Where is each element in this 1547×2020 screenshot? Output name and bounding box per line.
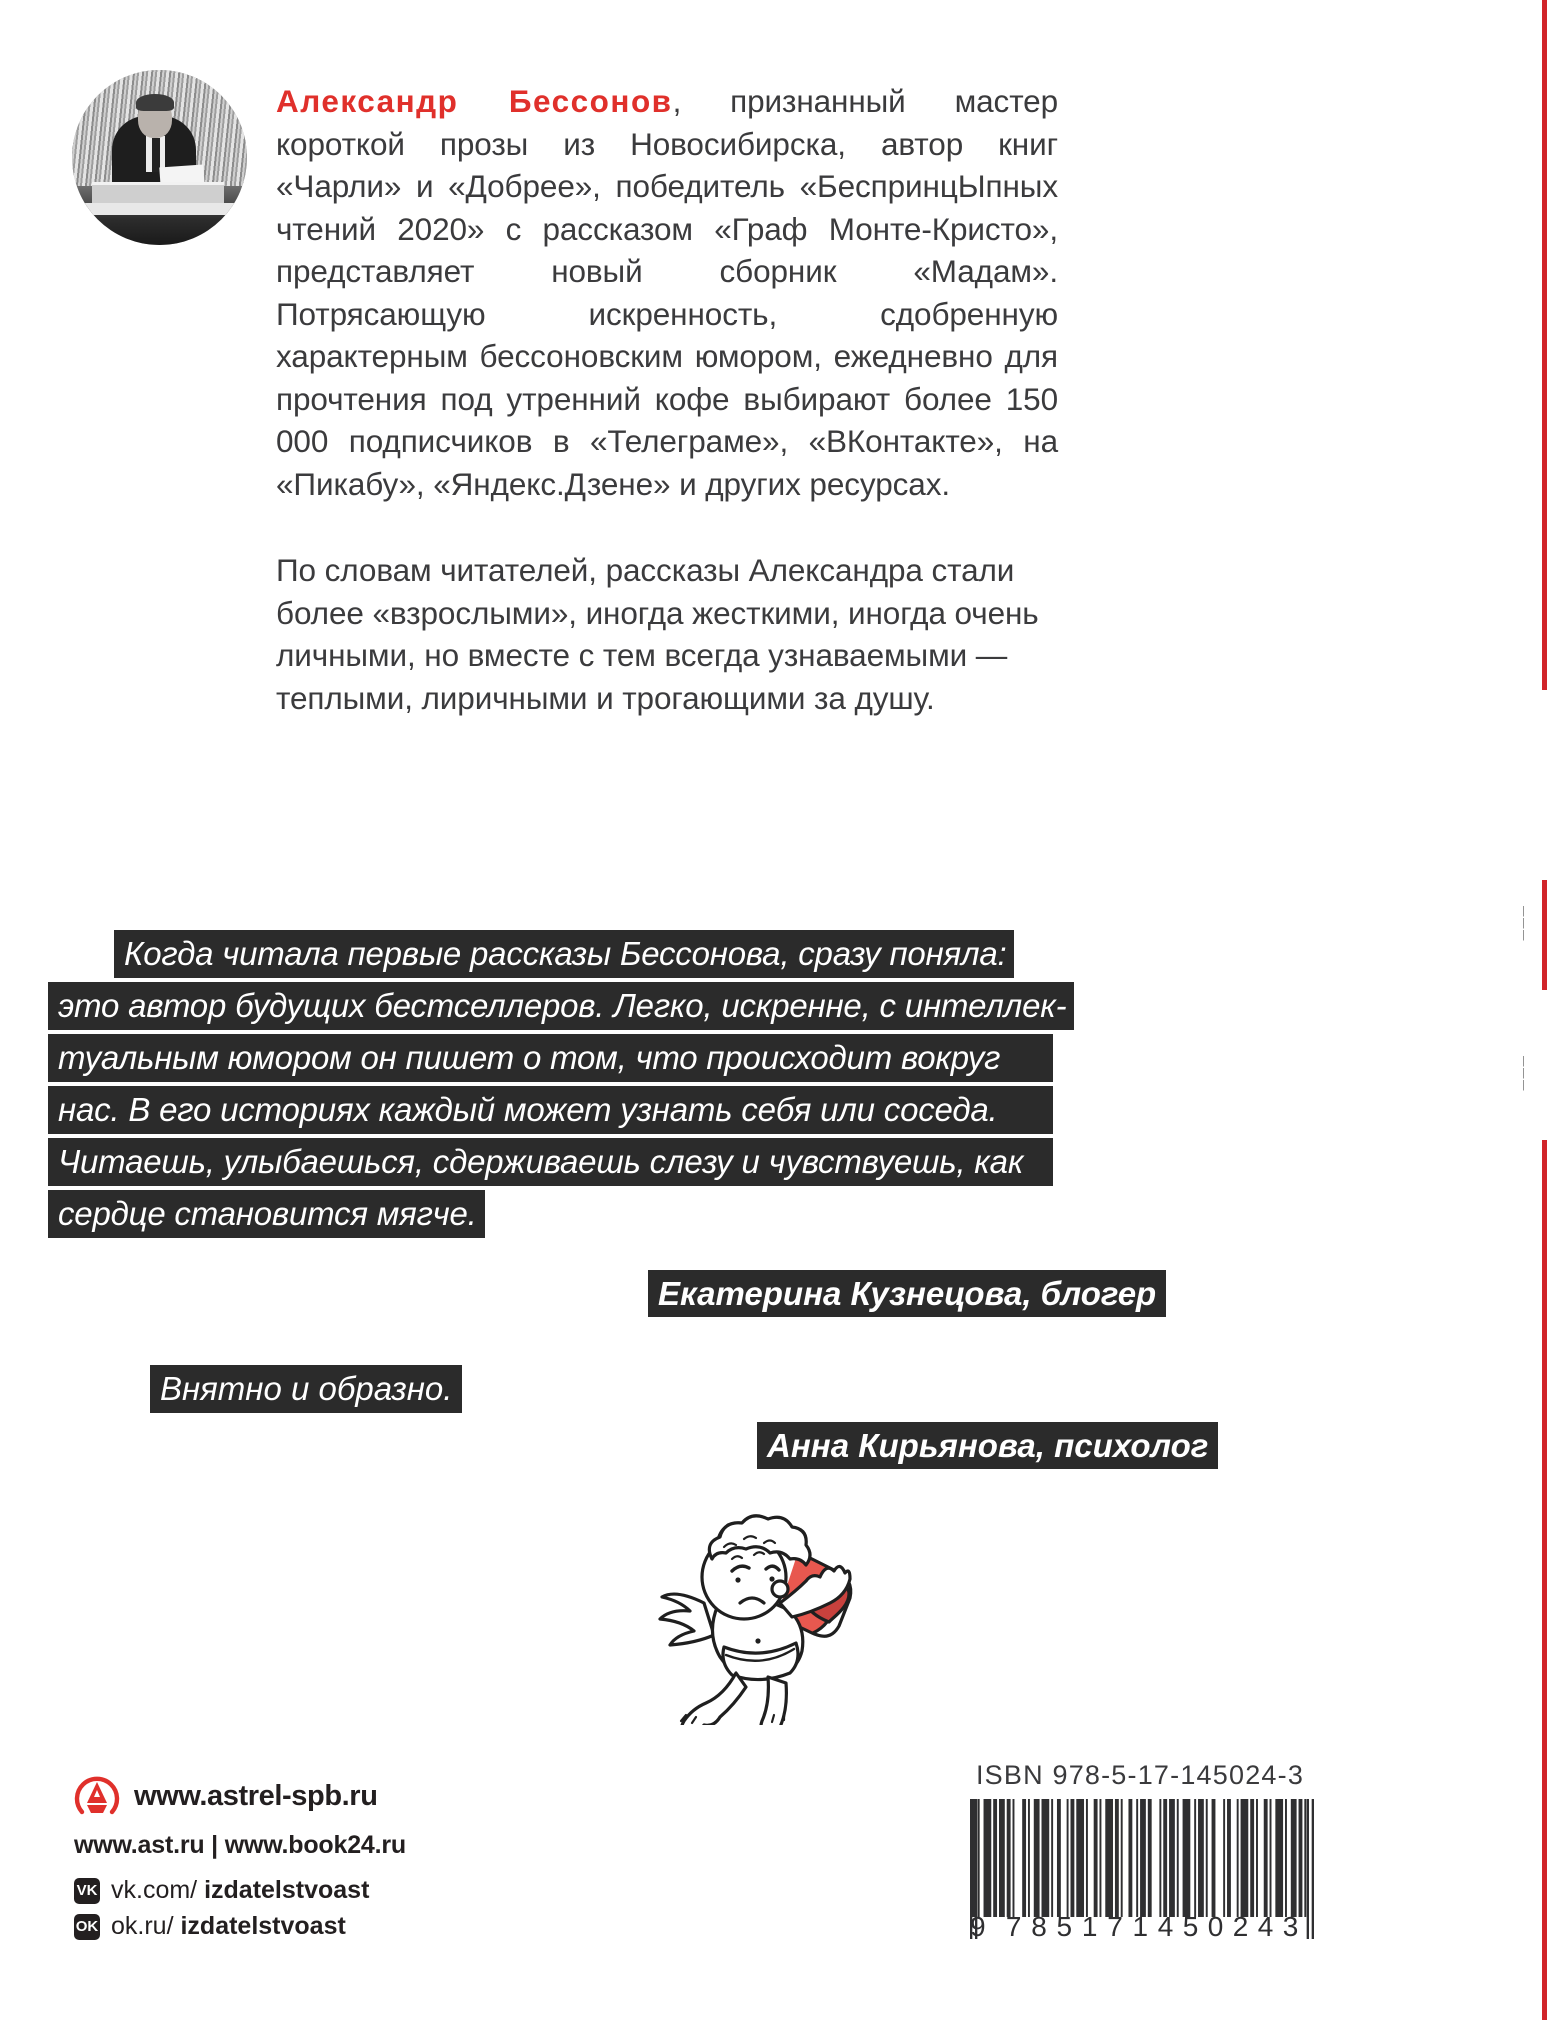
spine-mark-top xyxy=(1542,0,1547,690)
spine-mark-mid xyxy=(1542,880,1547,990)
photo-author-hair xyxy=(136,94,174,111)
barcode-group-1 xyxy=(996,1911,1154,1943)
social-link-vk[interactable] xyxy=(111,1876,369,1905)
short-quote: Внятно и образно. xyxy=(150,1365,462,1413)
publisher-row xyxy=(74,1773,594,1819)
quote-attribution-kiryanova: Анна Кирьянова, психолог xyxy=(757,1422,1218,1469)
social-link-ok[interactable] xyxy=(111,1912,346,1941)
astrel-a-logo-icon xyxy=(74,1773,120,1819)
quote-attribution-kuznetsova: Екатерина Кузнецова, блогер xyxy=(648,1270,1166,1317)
photo-podium-base xyxy=(80,203,240,215)
social-row-ok[interactable] xyxy=(74,1912,594,1941)
quote-line: Когда читала первые рассказы Бессонова, сразу поняла: xyxy=(114,930,1014,978)
barcode-digit: 1 xyxy=(1081,1911,1100,1942)
barcode-lead-digit: 9 xyxy=(970,1911,988,1942)
barcode-digit: 7 xyxy=(1005,1911,1024,1942)
vk-icon: VK xyxy=(74,1878,100,1904)
quote-line: это автор будущих бестселлеров. Легко, искренне, с интеллек- xyxy=(48,982,1074,1030)
publisher-footer xyxy=(74,1773,594,1941)
blurb-paragraph-1-rest: , признанный мастер короткой прозы из Новосибирска, автор книг «Чарли» и «Добрее», победитель «БеспринцЫпных чтений 2020» с рассказом «Граф Монте-Кристо», представляет новый сборник «Мадам». Потрясающую искренность, сдобренную характерным бессоновским юмором, ежедневно для прочтения под утренний кофе выбирают более 150 000 подписчиков в «Телеграме», «ВКонтакте», на «Пикабу», «Яндекс.Дзене» и других ресурсах. xyxy=(276,83,1059,502)
review-quote-block xyxy=(48,930,1067,1242)
barcode-digit: 5 xyxy=(1182,1911,1201,1942)
publisher-extra-urls[interactable]: www.ast.ru | www.book24.ru xyxy=(74,1831,406,1859)
social-prefix-vk: vk.com/ xyxy=(111,1876,205,1904)
blurb-paragraph-1 xyxy=(276,80,1058,505)
author-photo xyxy=(72,70,247,245)
social-handle-vk: izdatelstvoast xyxy=(204,1876,370,1904)
quote-line: сердце становится мягче. xyxy=(48,1190,485,1238)
spine-mark-bottom xyxy=(1542,1140,1547,2020)
publisher-url[interactable]: www.astrel-spb.ru xyxy=(134,1779,378,1812)
barcode-digit: 2 xyxy=(1232,1911,1251,1942)
barcode-digit: 7 xyxy=(1107,1911,1125,1942)
cupid-with-heart-cannon-illustration xyxy=(640,1485,900,1725)
quote-line: нас. В его историях каждый может узнать себя или соседа. xyxy=(48,1086,1053,1134)
quote-line: Читаешь, улыбаешься, сдерживаешь слезу и чувствуешь, как xyxy=(48,1138,1053,1186)
barcode-digit: 1 xyxy=(1132,1911,1151,1942)
social-row-vk[interactable] xyxy=(74,1876,594,1905)
barcode-digit: 5 xyxy=(1056,1911,1075,1942)
spine-tick-upper: | | | xyxy=(1522,905,1525,941)
blurb-paragraph-2: По словам читателей, рассказы Александра стали более «взрослыми», иногда жесткими, иногда очень личными, но вместе с тем всегда узнаваемыми — теплыми, лиричными и трогающими за душу. xyxy=(276,552,1039,716)
social-handle-ok: izdatelstvoast xyxy=(180,1912,346,1940)
barcode xyxy=(970,1799,1314,1959)
barcode-digit: 0 xyxy=(1207,1911,1226,1942)
social-prefix-ok: ok.ru/ xyxy=(111,1912,181,1940)
spine-strip xyxy=(1529,0,1547,2020)
isbn-section xyxy=(940,1760,1340,1959)
barcode-group-2 xyxy=(1154,1911,1304,1943)
barcode-digit: 3 xyxy=(1282,1911,1301,1942)
author-name: Александр Бессонов xyxy=(276,83,673,119)
spine-tick-lower: | | | xyxy=(1522,1055,1525,1091)
blurb-text xyxy=(276,80,1058,719)
barcode-digit: 8 xyxy=(1031,1911,1049,1942)
ok-icon: OK xyxy=(74,1914,100,1940)
barcode-digit: 4 xyxy=(1257,1911,1276,1942)
barcode-digits xyxy=(970,1911,1314,1943)
barcode-digit: 4 xyxy=(1157,1911,1176,1942)
isbn-label: ISBN 978-5-17-145024-3 xyxy=(975,1760,1305,1790)
quote-line: туальным юмором он пишет о том, что происходит вокруг xyxy=(48,1034,1053,1082)
